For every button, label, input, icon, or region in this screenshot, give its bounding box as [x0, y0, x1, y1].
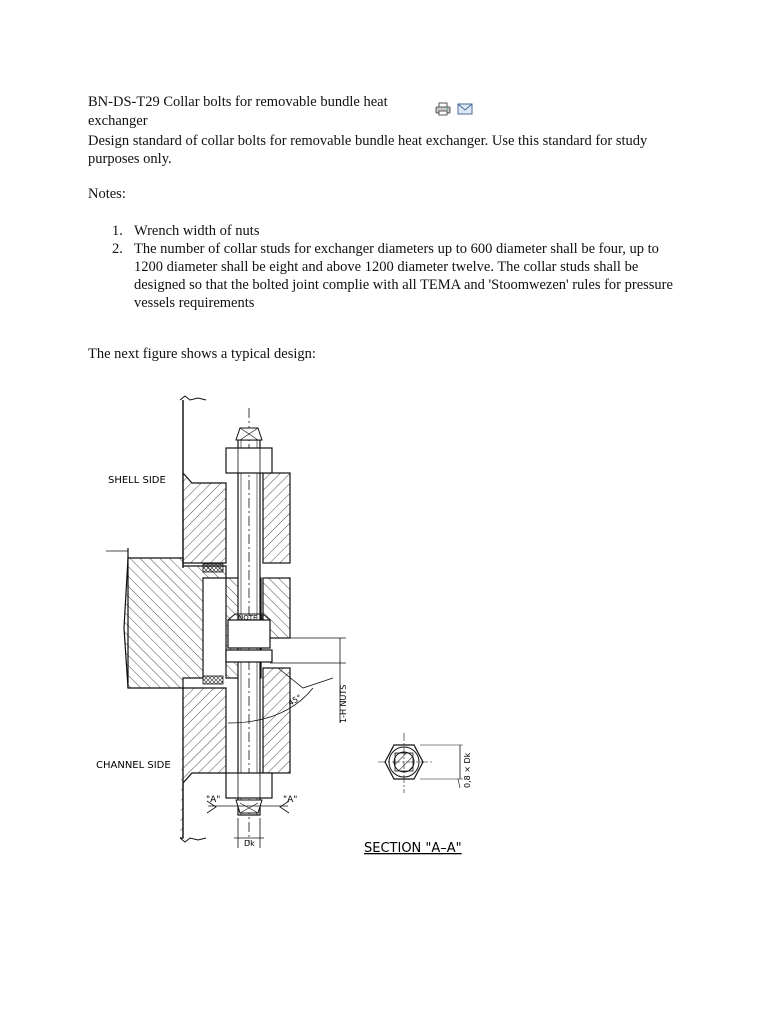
note-1-label: NOTE 1	[238, 614, 265, 622]
figure-intro: The next figure shows a typical design:	[88, 346, 316, 362]
page-title: BN-DS-T29 Collar bolts for removable bundle heat exchanger	[88, 94, 388, 129]
technical-drawing	[88, 388, 488, 863]
section-mark-left: "A"	[206, 795, 221, 805]
shell-side-label: SHELL SIDE	[108, 475, 166, 486]
dim-08dk-label: 0,8 × Dk	[463, 752, 472, 788]
threads-label: 1-H NUTS	[339, 684, 348, 723]
notes-list	[88, 222, 688, 312]
section-title: SECTION "A–A"	[364, 841, 462, 856]
shell-flange	[180, 396, 290, 568]
channel-side-label: CHANNEL SIDE	[96, 760, 171, 771]
email-icon[interactable]	[457, 102, 473, 116]
section-a-a-view	[378, 733, 463, 793]
list-number: 1.	[112, 223, 123, 239]
section-mark-right: "A"	[283, 795, 298, 805]
angle-label: 45°	[286, 692, 304, 708]
list-text: The number of collar studs for exchanger diameters up to 600 diameter shall be four, up to 1200 diameter shall be eight and above 1200 diameter twelve. The collar studs shall be designed so that the bolted joint complie with all TEMA and 'Stoomwezen' rules for pressure vessels requirements	[134, 241, 673, 311]
dk-label: Dk	[244, 839, 255, 848]
collar-bolt-drawing	[88, 388, 488, 868]
printer-icon[interactable]	[435, 102, 451, 116]
list-text: Wrench width of nuts	[134, 223, 260, 239]
description-paragraph: Design standard of collar bolts for removable bundle heat exchanger. Use this standard for study purposes only.	[88, 133, 648, 167]
list-number: 2.	[112, 241, 123, 257]
action-icons	[435, 102, 473, 116]
list-item	[88, 222, 688, 240]
channel-flange	[180, 668, 290, 842]
collar-stud	[226, 408, 272, 843]
notes-label: Notes:	[88, 186, 126, 202]
list-item	[88, 240, 688, 312]
tubesheet	[124, 548, 290, 688]
